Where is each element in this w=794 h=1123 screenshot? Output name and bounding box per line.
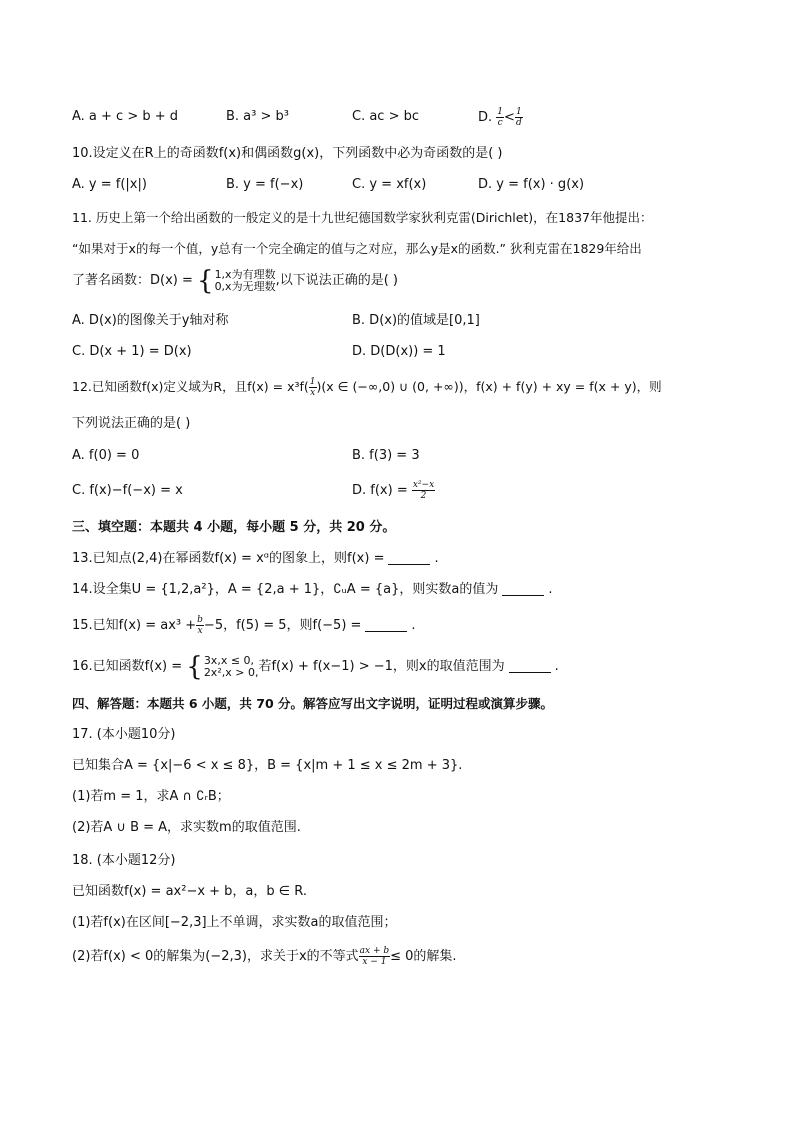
q12-option-c: C. f(x)−f(−x) = x	[72, 483, 183, 498]
q10-option-c: C. y = xf(x)	[352, 177, 427, 192]
q10-option-a: A. y = f(|x|)	[72, 177, 147, 192]
q9-option-b: B. a³ > b³	[226, 109, 289, 124]
q9-fraction-1: $\frac{1}{c}$	[497, 107, 504, 128]
section-4-heading: 四、解答题：本题共 6 小题，共 70 分。解答应写出文字说明，证明过程或演算步骤。	[72, 696, 554, 711]
q14: 14.设全集U = {1,2,a²}，A = {2,a + 1}，∁ᵤA = {a}，则实数a的值为 .	[72, 582, 553, 597]
q17-line-1: 已知集合A = {x|−6 < x ≤ 8}，B = {x|m + 1 ≤ x ≤ 2m + 3}.	[72, 758, 463, 773]
q11-brace: {	[197, 265, 214, 296]
q12-option-d: D. f(x) = $\frac{\text{x²−x}}{2}$	[352, 480, 435, 501]
q12-line-2: 下列说法正确的是( )	[72, 416, 191, 431]
q11-option-a: A. D(x)的图像关于y轴对称	[72, 313, 229, 328]
q11-cases: 1,x为有理数 0,x为无理数	[214, 267, 276, 293]
q10-option-b: B. y = f(−x)	[226, 177, 304, 192]
section-3-heading: 三、填空题：本题共 4 小题，每小题 5 分，共 20 分。	[72, 520, 396, 535]
q13-answer-blank	[388, 550, 430, 565]
q11-option-b: B. D(x)的值域是[0,1]	[352, 313, 480, 328]
q9-option-a: A. a + c > b + d	[72, 109, 179, 124]
q12-option-a: A. f(0) = 0	[72, 448, 140, 463]
q14-answer-blank	[502, 581, 544, 596]
q18-line-1: 已知函数f(x) = ax²−x + b，a，b ∈ R.	[72, 884, 307, 899]
q16-answer-blank	[509, 658, 551, 673]
q11-line-3: 了著名函数：D(x) = { 1,x为有理数 0,x为无理数 ,以下说法正确的是( )	[72, 265, 398, 296]
q12-line-1: 12.已知函数f(x)定义域为R，且f(x) = x³f( $\frac{1}{x}$ )(x ∈ (−∞,0) ∪ (0, +∞))，f(x) + f(y) + xy = f(x + y)，则	[72, 377, 662, 398]
q10-stem: 10.设定义在R上的奇函数f(x)和偶函数g(x)，下列函数中必为奇函数的是( )	[72, 146, 503, 161]
q15: 15.已知f(x) = ax³ + $\frac{b}{x}$ −5，f(5) = 5，则f(−5) = .	[72, 615, 416, 636]
q16-cases: 3x,x ≤ 0, 2x²,x > 0,	[203, 653, 259, 679]
q17-part-1: (1)若m = 1，求A ∩ ∁ᵣB；	[72, 789, 230, 804]
q12-d-fraction: $\frac{\text{x²−x}}{2}$	[412, 480, 435, 501]
q11-line-1: 11. 历史上第一个给出函数的一般定义的是十九世纪德国数学家狄利克雷(Dirichlet)，在1837年他提出：	[72, 210, 653, 225]
q11-option-c: C. D(x + 1) = D(x)	[72, 344, 192, 359]
q11-line-2: “如果对于x的每一个值，y总有一个完全确定的值与之对应，那么y是x的函数.” 狄利克雷在1829年给出	[72, 241, 642, 256]
q9-option-d: D. $\frac{1}{c}$ < $\frac{1}{d}$	[478, 107, 522, 128]
q15-answer-blank	[365, 617, 407, 632]
q17-part-2: (2)若A ∪ B = A，求实数m的取值范围.	[72, 820, 301, 835]
q18-part-1: (1)若f(x)在区间[−2,3]上不单调，求实数a的取值范围；	[72, 915, 397, 930]
q18-part-2: (2)若f(x) < 0的解集为(−2,3)，求关于x的不等式 $\frac{ax + b}{x - 1}$ ≤ 0的解集.	[72, 946, 457, 967]
q15-fraction: $\frac{b}{x}$	[197, 615, 203, 636]
q11-option-d: D. D(D(x)) = 1	[352, 344, 446, 359]
q10-option-d: D. y = f(x) · g(x)	[478, 177, 585, 192]
q9-option-c: C. ac > bc	[352, 109, 420, 124]
q12-fraction: $\frac{1}{x}$	[309, 377, 316, 398]
q9-fraction-2: $\frac{1}{d}$	[515, 107, 522, 128]
q13: 13.已知点(2,4)在幂函数f(x) = xᵅ的图象上，则f(x) = .	[72, 551, 439, 566]
q12-option-b: B. f(3) = 3	[352, 448, 420, 463]
q16-brace: {	[186, 651, 203, 682]
q16: 16.已知函数f(x) = { 3x,x ≤ 0, 2x²,x > 0, 若f(x) + f(x−1) > −1，则x的取值范围为 .	[72, 651, 559, 682]
q18-fraction: $\frac{ax + b}{x - 1}$	[359, 946, 390, 967]
q17-heading: 17. (本小题10分)	[72, 727, 176, 742]
q18-heading: 18. (本小题12分)	[72, 853, 176, 868]
